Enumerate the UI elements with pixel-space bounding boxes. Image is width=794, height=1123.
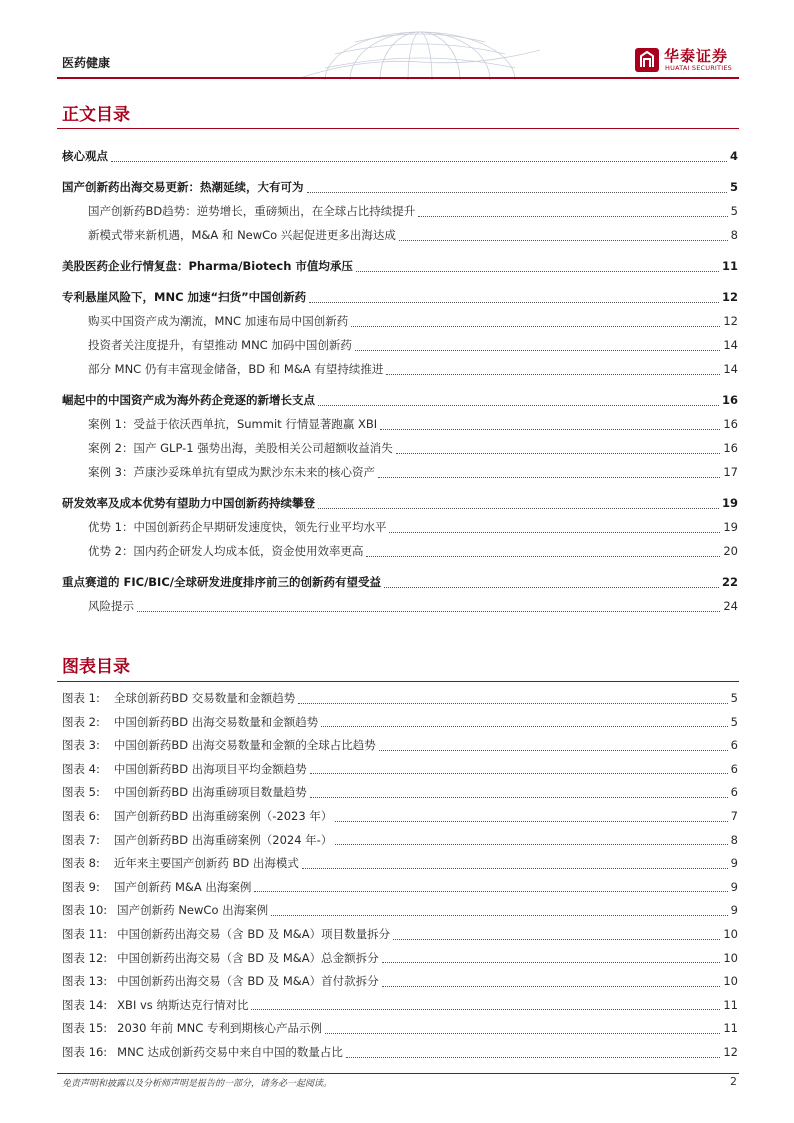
figure-entry-page: 9 [730, 903, 738, 918]
figure-entry[interactable] [62, 948, 738, 968]
figures-title: 图表目录 [62, 657, 130, 677]
figure-entry-number: 图表 13: [62, 974, 108, 989]
figure-leader-dots [346, 1056, 720, 1058]
toc-title: 正文目录 [62, 105, 130, 125]
figure-entry-label: 国产创新药 NewCo 出海案例 [117, 903, 269, 918]
figure-entry[interactable] [62, 853, 738, 873]
figure-entry-label: 中国创新药BD 出海重磅项目数量趋势 [113, 785, 307, 800]
toc-entry-label: 美股医药企业行情复盘：Pharma/Biotech 市值均承压 [62, 259, 353, 273]
figure-entry-label: 中国创新药出海交易（含 BD 及 M&A）总金额拆分 [117, 950, 379, 965]
toc-entry-page: 17 [723, 465, 738, 479]
toc-entry[interactable] [62, 390, 738, 410]
toc-entry-label: 重点赛道的 FIC/BIC/全球研发进度排序前三的创新药有望受益 [62, 575, 381, 589]
figure-entry[interactable] [62, 995, 738, 1015]
toc-leader-dots [386, 373, 720, 375]
toc-entry-page: 12 [721, 290, 738, 304]
toc-entry-page: 16 [723, 417, 738, 431]
figure-entry[interactable] [62, 806, 738, 826]
figure-leader-dots [379, 749, 728, 751]
figure-entry-page: 10 [723, 974, 738, 989]
figure-entry-label: 中国创新药BD 出海交易数量和金额趋势 [113, 714, 319, 729]
figure-entry-label: 国产创新药 M&A 出海案例 [113, 879, 252, 894]
toc-entry-label: 购买中国资产成为潮流，MNC 加速布局中国创新药 [88, 314, 349, 328]
figure-entry[interactable] [62, 971, 738, 991]
toc-leader-dots [351, 325, 720, 327]
figure-entry-page: 8 [730, 832, 738, 847]
toc-entry-page: 19 [721, 496, 738, 510]
figure-leader-dots [393, 938, 720, 940]
header-divider [57, 77, 739, 79]
toc-leader-dots [399, 239, 728, 241]
toc-entry-label: 研发效率及成本优势有望助力中国创新药持续攀登 [62, 496, 315, 510]
figure-entry-number: 图表 3: [62, 738, 100, 753]
huatai-logo-icon [634, 47, 660, 73]
toc-entry-label: 部分 MNC 仍有丰富现金储备，BD 和 M&A 有望持续推进 [88, 362, 384, 376]
toc-entry-page: 22 [721, 575, 738, 589]
figure-entry-number: 图表 2: [62, 714, 100, 729]
toc-entry[interactable] [62, 572, 738, 592]
toc-entry-page: 5 [730, 204, 738, 218]
figure-entry-number: 图表 1: [62, 691, 100, 705]
footer-disclaimer: 免责声明和披露以及分析师声明是报告的一部分，请务必一起阅读。 [62, 1079, 333, 1089]
toc-leader-dots [355, 349, 720, 351]
toc-leader-dots [366, 555, 720, 557]
toc-entry-label: 案例 2：国产 GLP-1 强势出海，美股相关公司超额收益消失 [88, 441, 393, 455]
figure-leader-dots [251, 1008, 720, 1010]
figure-entry[interactable] [62, 688, 738, 708]
toc-entry-page: 14 [723, 362, 738, 376]
figure-entry-page: 6 [730, 785, 738, 800]
toc-entry-page: 8 [730, 228, 738, 242]
toc-leader-dots [418, 215, 727, 217]
figure-entry[interactable] [62, 782, 738, 802]
toc-subentry[interactable] [88, 541, 738, 561]
toc-entry-page: 16 [723, 441, 738, 455]
section-label: 医药健康 [62, 56, 111, 70]
toc-leader-dots [111, 160, 727, 162]
figure-entry-label: 中国创新药BD 出海项目平均金额趋势 [113, 761, 307, 776]
toc-leader-dots [307, 191, 727, 193]
globe-decoration [300, 28, 540, 80]
toc-leader-dots [318, 404, 719, 406]
toc-entry-page: 24 [723, 599, 738, 613]
toc-entry-page: 20 [723, 544, 738, 558]
figure-entry-label: 2030 年前 MNC 专利到期核心产品示例 [117, 1021, 322, 1036]
figure-entry-number: 图表 12: [62, 950, 108, 965]
figure-entry[interactable] [62, 735, 738, 755]
toc-subentry[interactable] [88, 201, 738, 221]
toc-subentry[interactable] [88, 462, 738, 482]
figure-entry-page: 5 [730, 714, 738, 729]
toc-leader-dots [318, 507, 719, 509]
figure-entry-number: 图表 15: [62, 1021, 108, 1036]
toc-entry-page: 16 [721, 393, 738, 407]
figure-leader-dots [271, 914, 728, 916]
toc-leader-dots [396, 452, 721, 454]
logo-text-cn: 华泰证券 [664, 47, 729, 65]
figure-entry-page: 10 [723, 950, 738, 965]
figure-entry-label: MNC 达成创新药交易中来自中国的数量占比 [117, 1045, 343, 1059]
figure-leader-dots [310, 796, 728, 798]
toc-subentry[interactable] [88, 596, 738, 616]
figure-entry[interactable] [62, 1042, 738, 1062]
figure-entry-number: 图表 9: [62, 879, 100, 894]
toc-subentry[interactable] [88, 517, 738, 537]
figure-entry-page: 12 [723, 1045, 738, 1059]
figure-entry-page: 9 [730, 879, 738, 894]
figure-entry-label: 中国创新药BD 出海交易数量和金额的全球占比趋势 [113, 738, 376, 753]
toc-entry-label: 案例 3：芦康沙妥珠单抗有望成为默沙东未来的核心资产 [88, 465, 375, 479]
toc-subentry[interactable] [88, 225, 738, 245]
page-header [0, 0, 794, 80]
figures-title-divider [57, 681, 739, 682]
figure-entry-label: 全球创新药BD 交易数量和金额趋势 [113, 691, 296, 705]
toc-entry[interactable] [62, 287, 738, 307]
figure-entry[interactable] [62, 877, 738, 897]
figure-leader-dots [254, 890, 727, 892]
toc-entry-page: 19 [723, 520, 738, 534]
figure-entry-number: 图表 11: [62, 927, 108, 941]
toc-leader-dots [384, 586, 719, 588]
figure-entry-number: 图表 5: [62, 785, 100, 800]
figure-entry-number: 图表 4: [62, 761, 100, 776]
toc-entry-label: 风险提示 [88, 599, 134, 613]
figure-entry[interactable] [62, 900, 738, 920]
figure-leader-dots [325, 1032, 720, 1034]
toc-subentry[interactable] [88, 414, 738, 434]
toc-leader-dots [309, 301, 719, 303]
toc-subentry[interactable] [88, 311, 738, 331]
toc-leader-dots [378, 476, 720, 478]
toc-entry[interactable] [62, 493, 738, 513]
page-number: 2 [730, 1075, 737, 1088]
toc-entry-label: 国产创新药BD趋势：逆势增长，重磅频出，在全球占比持续提升 [88, 204, 416, 218]
figure-entry[interactable] [62, 712, 738, 732]
figure-leader-dots [310, 772, 728, 774]
toc-subentry[interactable] [88, 438, 738, 458]
figure-entry[interactable] [62, 1018, 738, 1038]
figure-entry[interactable] [62, 924, 738, 944]
figure-entry-page: 6 [730, 761, 738, 776]
toc-entry[interactable] [62, 146, 738, 166]
figure-entry-label: 国产创新药BD 出海重磅案例（2024 年-） [113, 832, 333, 847]
figure-entry-page: 10 [723, 927, 738, 941]
figure-leader-dots [298, 702, 727, 704]
figure-entry-number: 图表 10: [62, 903, 108, 918]
toc-entry-label: 专利悬崖风险下，MNC 加速“扫货”中国创新药 [62, 290, 307, 304]
figure-entry-page: 11 [723, 997, 738, 1012]
figure-entry-number: 图表 16: [62, 1045, 108, 1059]
toc-leader-dots [137, 610, 720, 612]
toc-title-divider [57, 128, 739, 129]
toc-entry-label: 核心观点 [62, 149, 108, 163]
figure-leader-dots [302, 867, 728, 869]
figure-entry-page: 11 [723, 1021, 738, 1036]
toc-entry-label: 优势 1：中国创新药企早期研发速度快，领先行业平均水平 [88, 520, 387, 534]
toc-entry-page: 14 [723, 338, 738, 352]
figure-leader-dots [321, 725, 727, 727]
toc-entry-page: 12 [723, 314, 738, 328]
toc-entry-label: 国产创新药出海交易更新：热潮延续，大有可为 [62, 180, 304, 194]
toc-entry-page: 11 [721, 259, 738, 273]
figure-entry[interactable] [62, 759, 738, 779]
toc-entry[interactable] [62, 256, 738, 276]
figure-leader-dots [335, 820, 727, 822]
huatai-logo [634, 45, 738, 75]
logo-text-en: HUATAI SECURITIES [665, 64, 732, 72]
figure-entry-label: 国产创新药BD 出海重磅案例（-2023 年） [113, 809, 333, 823]
toc-subentry[interactable] [88, 359, 738, 379]
figure-leader-dots [335, 843, 727, 845]
toc-entry-label: 优势 2：国内药企研发人均成本低，资金使用效率更高 [88, 544, 364, 558]
footer-divider [57, 1073, 739, 1074]
figure-entry-label: XBI vs 纳斯达克行情对比 [117, 997, 249, 1012]
figure-entry-number: 图表 8: [62, 856, 100, 871]
toc-leader-dots [380, 428, 720, 430]
toc-leader-dots [356, 270, 719, 272]
toc-entry-page: 5 [729, 180, 738, 194]
figure-leader-dots [382, 985, 721, 987]
figure-entry-label: 中国创新药出海交易（含 BD 及 M&A）首付款拆分 [117, 974, 379, 989]
toc-entry-label: 新模式带来新机遇，M&A 和 NewCo 兴起促进更多出海达成 [88, 228, 396, 242]
toc-entry-page: 4 [729, 149, 738, 163]
figure-entry-label: 近年来主要国产创新药 BD 出海模式 [113, 856, 299, 871]
figure-entry-number: 图表 14: [62, 997, 108, 1012]
toc-entry[interactable] [62, 177, 738, 197]
toc-leader-dots [389, 531, 720, 533]
figure-entry-label: 中国创新药出海交易（含 BD 及 M&A）项目数量拆分 [117, 927, 391, 941]
figure-entry-number: 图表 6: [62, 809, 100, 823]
figure-entry-page: 5 [730, 691, 738, 705]
toc-entry-label: 投资者关注度提升，有望推动 MNC 加码中国创新药 [88, 338, 352, 352]
figure-entry-page: 7 [730, 809, 738, 823]
figure-entry-page: 9 [730, 856, 738, 871]
figure-entry[interactable] [62, 830, 738, 850]
figure-entry-number: 图表 7: [62, 832, 100, 847]
toc-subentry[interactable] [88, 335, 738, 355]
figure-leader-dots [382, 961, 721, 963]
toc-entry-label: 案例 1：受益于依沃西单抗，Summit 行情显著跑赢 XBI [88, 417, 378, 431]
figure-entry-page: 6 [730, 738, 738, 753]
toc-entry-label: 崛起中的中国资产成为海外药企竞逐的新增长支点 [62, 393, 315, 407]
